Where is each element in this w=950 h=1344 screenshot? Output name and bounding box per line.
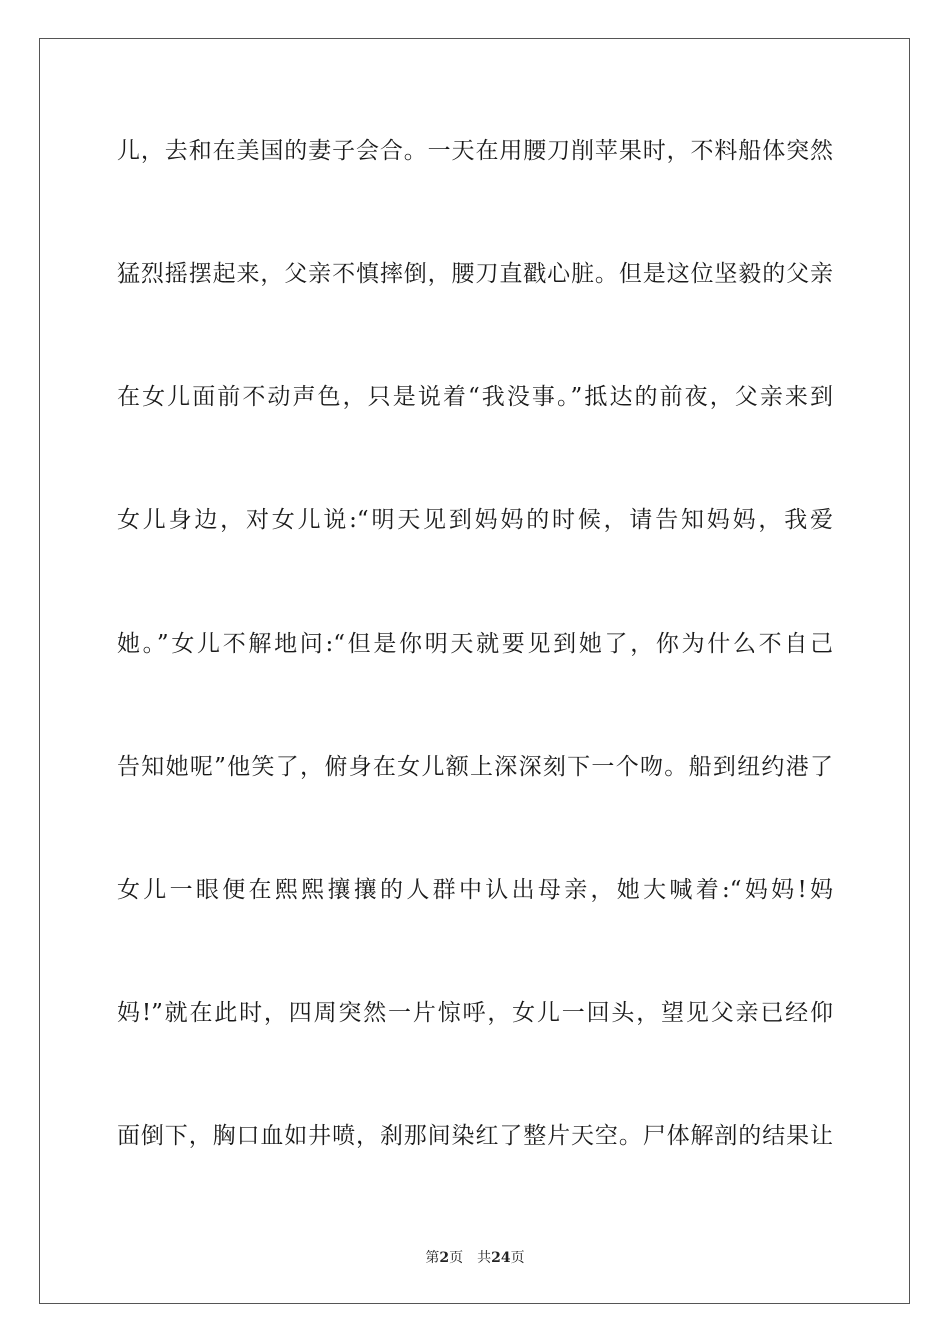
body-text-line-8: 妈!”就在此时，四周突然一片惊呼，女儿一回头，望见父亲已经仰 <box>117 1000 833 1026</box>
body-text-line-2: 猛烈摇摆起来，父亲不慎摔倒，腰刀直戳心脏。但是这位坚毅的父亲 <box>117 261 833 287</box>
body-text-line-9: 面倒下，胸口血如井喷，刹那间染红了整片天空。尸体解剖的结果让 <box>117 1123 833 1149</box>
page-suffix: 页 <box>449 1250 464 1266</box>
page-footer <box>0 1248 950 1268</box>
total-prefix: 共 <box>477 1250 492 1266</box>
body-text-line-7: 女儿一眼便在熙熙攘攘的人群中认出母亲，她大喊着:“妈妈!妈 <box>117 877 833 903</box>
total-suffix: 页 <box>510 1250 525 1266</box>
body-text-line-3: 在女儿面前不动声色，只是说着“我没事。”抵达的前夜，父亲来到 <box>117 384 833 410</box>
body-text-line-5: 她。”女儿不解地问:“但是你明天就要见到她了，你为什么不自己 <box>117 631 833 657</box>
body-text-line-1: 儿，去和在美国的妻子会合。一天在用腰刀削苹果时，不料船体突然 <box>117 138 833 164</box>
page-prefix: 第 <box>425 1250 440 1266</box>
current-page-number: 2 <box>439 1250 450 1266</box>
body-text-line-6: 告知她呢”他笑了，俯身在女儿额上深深刻下一个吻。船到纽约港了 <box>117 754 833 780</box>
page-border <box>39 38 910 1304</box>
total-pages-indicator <box>477 1248 524 1268</box>
page-number-indicator <box>425 1248 463 1268</box>
body-text-line-4: 女儿身边，对女儿说:“明天见到妈妈的时候，请告知妈妈，我爱 <box>117 507 833 533</box>
total-page-count: 24 <box>491 1250 511 1266</box>
